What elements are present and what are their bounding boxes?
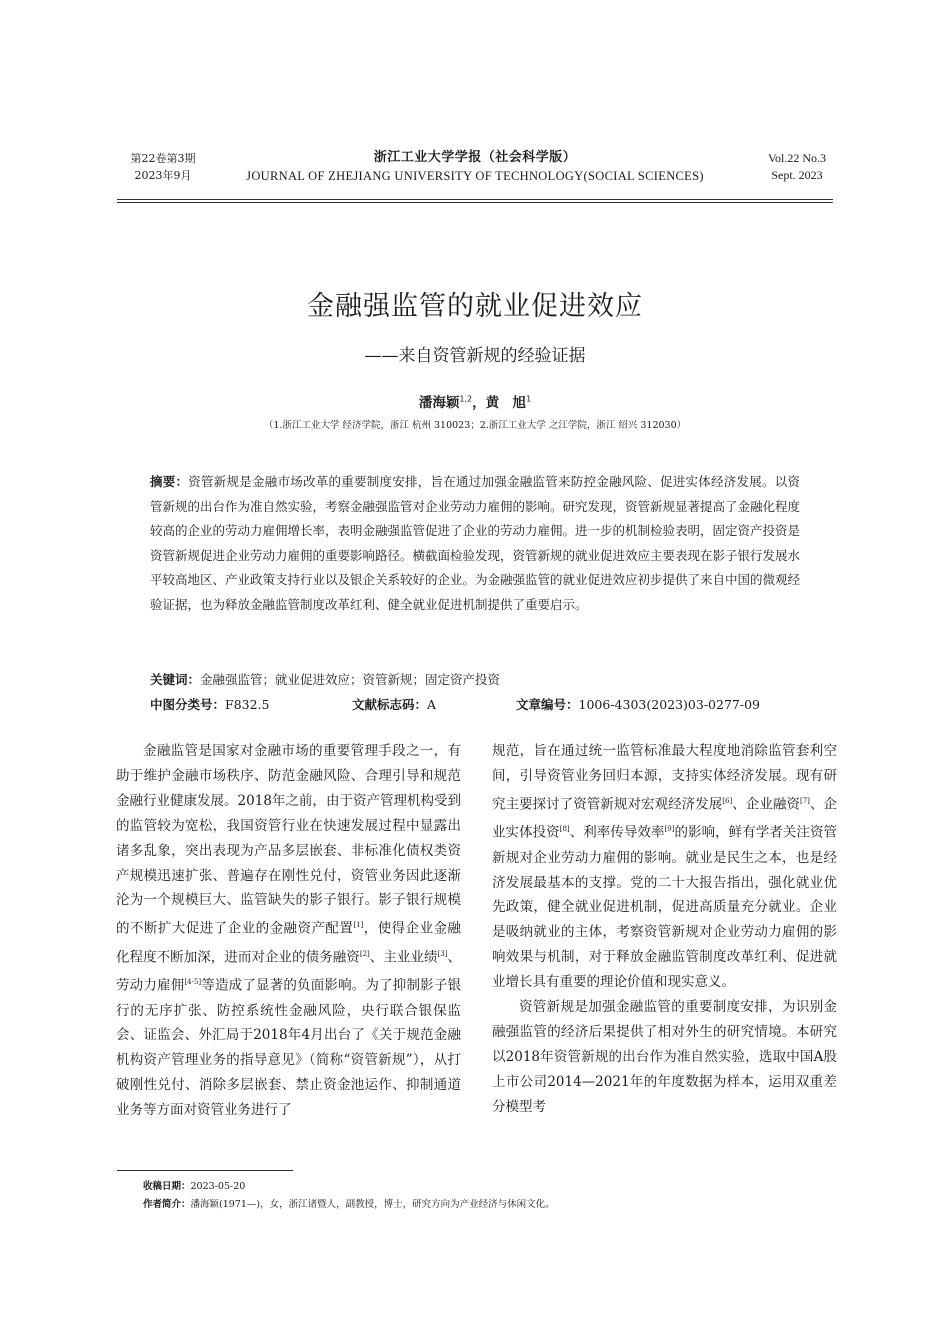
body-paragraph xyxy=(116,739,461,1123)
abstract-label: 摘要： xyxy=(150,474,189,489)
article-number-label: 文章编号： xyxy=(516,697,579,712)
clc-label: 中图分类号： xyxy=(150,697,226,712)
header-rule-top xyxy=(117,199,833,200)
citation: [6] xyxy=(722,796,733,805)
doc-code xyxy=(352,693,436,717)
citation: [1] xyxy=(353,921,364,930)
keywords-text: 金融强监管；就业促进效应；资管新规；固定资产投资 xyxy=(200,672,501,687)
article-subtitle: ——来自资管新规的经验证据 xyxy=(364,346,586,366)
body-column-left xyxy=(116,739,461,1123)
citation: [3] xyxy=(437,949,448,958)
body-text: 、主业业绩 xyxy=(369,949,438,966)
body-text: 、企业融资 xyxy=(732,796,800,813)
author-bio-label: 作者简介： xyxy=(143,1199,191,1210)
body-paragraph: 资管新规是加强金融监管的重要制度安排，为识别金融强监管的经济后果提供了相对外生的研究情境。本研究以2018年资管新规的出台作为准自然实验，选取中国A股上市公司2014—2021年的年度数据为样本，运用双重差分模型考 xyxy=(492,999,837,1115)
body-paragraph xyxy=(492,739,837,995)
body-text: 金融监管是国家对金融市场的重要管理手段之一，有助于维护金融市场秩序、防范金融风险、合理引导和规范金融行业健康发展。2018年之前，由于资产管理机构受到的监管较为宽松，我国资管行业在快速发展过程中显露出诸多乱象，突出表现为产品多层嵌套、非标准化债权类资产规模迅速扩张、普遍存在刚性兑付，资管业务因此逐渐沦为一个规模巨大、监管缺失的影子银行。影子银行规模的不断扩大促进了企业的金融资产配置 xyxy=(116,743,461,937)
body-text: 、劳动力雇佣 xyxy=(116,949,462,994)
date-cn: 2023年9月 xyxy=(134,169,192,182)
clc-value: F832.5 xyxy=(225,697,270,712)
citation: [4-5] xyxy=(184,978,202,987)
body-text: 的影响，鲜有学者关注资管新规对企业劳动力雇佣的影响。就业是民生之本，也是经济发展最基本的支撑。党的二十大报告指出，强化就业优先政策，健全就业促进机制，促进高质量充分就业。企业是吸纳就业的主体，考察资管新规对企业劳动力雇佣的影响效果与机制，对于释放金融监管制度改革红利、促进就业增长具有重要的理论价值和现实意义。 xyxy=(492,824,838,991)
header-volume-cn xyxy=(118,150,208,184)
journal-header xyxy=(220,146,730,184)
received-date: 2023-05-20 xyxy=(190,1181,246,1192)
volume-issue-cn: 第22卷第3期 xyxy=(130,152,196,165)
received-label: 收稿日期： xyxy=(143,1181,191,1192)
author-1: 潘海颖 xyxy=(418,395,460,411)
article-title: 金融强监管的就业促进效应 xyxy=(307,291,643,322)
body-text: 等造成了显著的负面影响。为了抑制影子银行的无序扩张、防控系统性金融风险，央行联合银保监会、证监会、外汇局于2018年4月出台了《关于规范金融机构资产管理业务的指导意见》（简称“资管新规”），从打破刚性兑付、消除多层嵌套、禁止资金池运作、抑制通道业务等方面对资管业务进行了 xyxy=(116,977,462,1119)
citation: [9] xyxy=(664,825,675,834)
header-rule-bottom xyxy=(117,202,833,203)
author-2-affil: 1 xyxy=(526,394,532,404)
abstract-text: 资管新规是金融市场改革的重要制度安排，旨在通过加强金融监管来防控金融风险、促进实体经济发展。以资管新规的出台作为准自然实验，考察金融强监管对企业劳动力雇佣的影响。研究发现，资管新规显著提高了金融化程度较高的企业的劳动力雇佣增长率，表明金融强监管促进了企业的劳动力雇佣。进一步的机制检验表明，固定资产投资是资管新规促进企业劳动力雇佣的重要影响路径。横截面检验发现，资管新规的就业促进效应主要表现在影子银行发展水平较高地区、产业政策支持行业以及银企关系较好的企业。为金融强监管的就业促进效应初步提供了来自中国的微观经验证据，也为释放金融监管制度改革红利、健全就业促进机制提供了重要启示。 xyxy=(150,474,801,612)
body-column-right xyxy=(492,739,837,1120)
footnote-rule xyxy=(117,1170,293,1171)
footnote-author xyxy=(143,1196,555,1210)
author-2: 黄 旭 xyxy=(485,395,527,411)
clc-code xyxy=(150,693,269,717)
body-text: 、企业实体投资 xyxy=(492,796,838,841)
body-text: 、利率传导效率 xyxy=(569,824,665,841)
author-1-affil: 1,2 xyxy=(459,394,473,404)
date-en: Sept. 2023 xyxy=(771,168,823,182)
body-text: ，使得企业金融化程度不断加深，进而对企业的债务融资 xyxy=(116,920,462,966)
header-volume-en xyxy=(752,150,842,184)
author-separator: ， xyxy=(472,395,486,411)
doc-code-value: A xyxy=(427,697,437,712)
journal-title-en: JOURNAL OF ZHEJIANG UNIVERSITY OF TECHNOLOGY(SOCIAL SCIENCES) xyxy=(246,169,704,183)
author-bio: 潘海颖(1971—)，女，浙江诸暨人，副教授，博士，研究方向为产业经济与休闲文化。 xyxy=(190,1199,555,1210)
author-line xyxy=(0,391,950,411)
article-number xyxy=(516,693,760,717)
volume-issue-en: Vol.22 No.3 xyxy=(767,151,827,165)
affiliation: （1.浙江工业大学 经济学院，浙江 杭州 310023；2.浙江工业大学 之江学院，浙江 绍兴 312030） xyxy=(263,420,687,431)
keywords-label: 关键词： xyxy=(150,672,201,687)
abstract xyxy=(150,470,800,617)
body-text: 规范，旨在通过统一监管标准最大程度地消除监管套利空间，引导资管业务回归本源，支持实体经济发展。现有研究主要探讨了资管新规对宏观经济发展 xyxy=(492,743,837,813)
article-number-value: 1006-4303(2023)03-0277-09 xyxy=(578,697,760,712)
citation: [8] xyxy=(559,825,570,834)
keywords xyxy=(150,668,800,692)
footnote-received xyxy=(143,1178,245,1192)
doc-code-label: 文献标志码： xyxy=(352,697,428,712)
journal-title-cn: 浙江工业大学学报（社会科学版） xyxy=(373,150,577,165)
citation: [7] xyxy=(800,796,810,805)
citation: [2] xyxy=(359,949,370,958)
